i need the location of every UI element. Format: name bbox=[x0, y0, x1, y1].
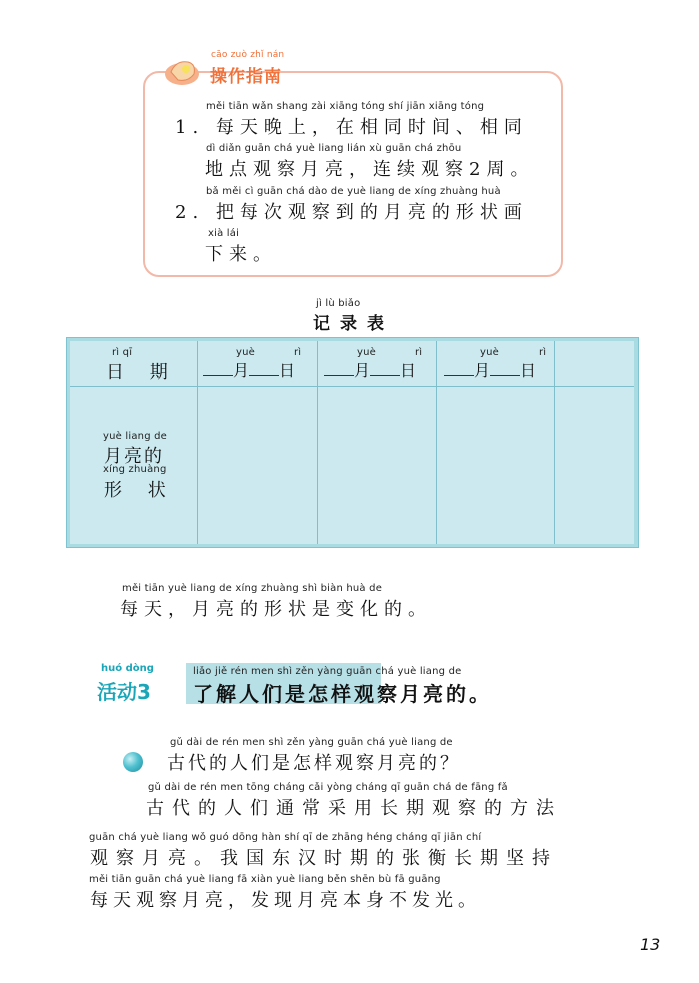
guide-title-pinyin: cāo zuò zhǐ nán bbox=[211, 50, 285, 60]
activity-title-pinyin: liǎo jiě rén men shì zěn yàng guān chá yuè liang de bbox=[193, 666, 462, 677]
guide-title: 操作指南 bbox=[210, 67, 282, 87]
month-blank[interactable] bbox=[203, 361, 233, 376]
paragraph-line-1: 古代的人们通常采用长期观察的方法 bbox=[146, 798, 562, 819]
day-unit: 日 bbox=[400, 361, 417, 380]
month-unit: 月 bbox=[474, 361, 491, 380]
guide-line-2: 地点观察月亮，连续观察2周。 bbox=[205, 159, 535, 180]
guide-line-1-pinyin: měi tiān wǎn shang zài xiāng tóng shí jiān xiāng tóng bbox=[206, 101, 485, 112]
date-slot-1[interactable] bbox=[203, 358, 295, 381]
date-slot-2-yue-pinyin: yuè bbox=[357, 347, 377, 358]
table-col-divider bbox=[317, 341, 318, 544]
date-slot-2-ri-pinyin: rì bbox=[415, 347, 423, 358]
date-slot-2[interactable] bbox=[324, 358, 416, 381]
guide-line-3-pinyin: bǎ měi cì guān chá dào de yuè liang de xíng zhuàng huà bbox=[206, 186, 501, 197]
activity-badge: 活动3 bbox=[97, 680, 151, 704]
moon-shape-label-2: 形 状 bbox=[104, 480, 176, 501]
bullet-icon bbox=[123, 752, 143, 772]
paragraph-line-2: 观察月亮。我国东汉时期的张衡长期坚持 bbox=[90, 848, 558, 869]
activity-title: 了解人们是怎样观察月亮的。 bbox=[193, 682, 492, 706]
drawing-cell-1[interactable] bbox=[199, 388, 316, 543]
drawing-cell-3[interactable] bbox=[438, 388, 553, 543]
day-blank[interactable] bbox=[249, 361, 279, 376]
table-col-divider bbox=[554, 341, 555, 544]
table-row-divider bbox=[70, 386, 634, 387]
month-unit: 月 bbox=[354, 361, 371, 380]
paragraph-line-2-pinyin: guān chá yuè liang wǒ guó dōng hàn shí qī de zhāng héng cháng qī jiān chí bbox=[89, 832, 482, 843]
paragraph-line-3-pinyin: měi tiān guān chá yuè liang fā xiàn yuè liang běn shēn bù fā guāng bbox=[89, 874, 441, 885]
record-table-title: 记录表 bbox=[313, 314, 394, 334]
date-slot-1-ri-pinyin: rì bbox=[294, 347, 302, 358]
month-blank[interactable] bbox=[444, 361, 474, 376]
paragraph-line-3: 每天观察月亮，发现月亮本身不发光。 bbox=[90, 890, 481, 911]
summary-text: 每天，月亮的形状是变化的。 bbox=[120, 599, 432, 620]
drawing-cell-2[interactable] bbox=[319, 388, 435, 543]
table-col-divider bbox=[197, 341, 198, 544]
moon-shape-label-pinyin-1: yuè liang de bbox=[103, 431, 168, 442]
drawing-cell-4[interactable] bbox=[556, 388, 633, 543]
month-unit: 月 bbox=[233, 361, 250, 380]
guide-line-2-pinyin: dì diǎn guān chá yuè liang lián xù guān chá zhōu bbox=[206, 143, 462, 154]
date-slot-1-yue-pinyin: yuè bbox=[236, 347, 256, 358]
moon-shape-label-pinyin-2: xíng zhuàng bbox=[103, 464, 167, 475]
date-slot-3[interactable] bbox=[444, 358, 536, 381]
summary-pinyin: měi tiān yuè liang de xíng zhuàng shì biàn huà de bbox=[122, 583, 383, 594]
date-slot-3-ri-pinyin: rì bbox=[539, 347, 547, 358]
day-unit: 日 bbox=[520, 361, 537, 380]
record-table-title-pinyin: jì lù biǎo bbox=[316, 298, 361, 309]
date-label-pinyin: rì qī bbox=[112, 347, 133, 358]
month-blank[interactable] bbox=[324, 361, 354, 376]
guide-line-4: 下来。 bbox=[205, 244, 277, 265]
guide-hand-icon bbox=[162, 52, 202, 88]
day-blank[interactable] bbox=[370, 361, 400, 376]
activity-badge-pinyin: huó dòng bbox=[101, 663, 154, 674]
table-col-divider bbox=[436, 341, 437, 544]
question-text: 古代的人们是怎样观察月亮的？ bbox=[167, 753, 461, 774]
paragraph-line-1-pinyin: gǔ dài de rén men tōng cháng cǎi yòng cháng qī guān chá de fāng fǎ bbox=[148, 782, 508, 793]
day-unit: 日 bbox=[279, 361, 296, 380]
day-blank[interactable] bbox=[490, 361, 520, 376]
page-number: 13 bbox=[640, 935, 661, 954]
moon-shape-label-1: 月亮的 bbox=[104, 446, 164, 467]
date-label: 日 期 bbox=[106, 362, 178, 383]
question-pinyin: gǔ dài de rén men shì zěn yàng guān chá yuè liang de bbox=[170, 737, 453, 748]
guide-line-3: 2. 把每次观察到的月亮的形状画 bbox=[175, 202, 528, 223]
guide-line-4-pinyin: xià lái bbox=[208, 228, 240, 239]
guide-line-1: 1. 每天晚上，在相同时间、相同 bbox=[175, 117, 528, 138]
date-slot-3-yue-pinyin: yuè bbox=[480, 347, 500, 358]
